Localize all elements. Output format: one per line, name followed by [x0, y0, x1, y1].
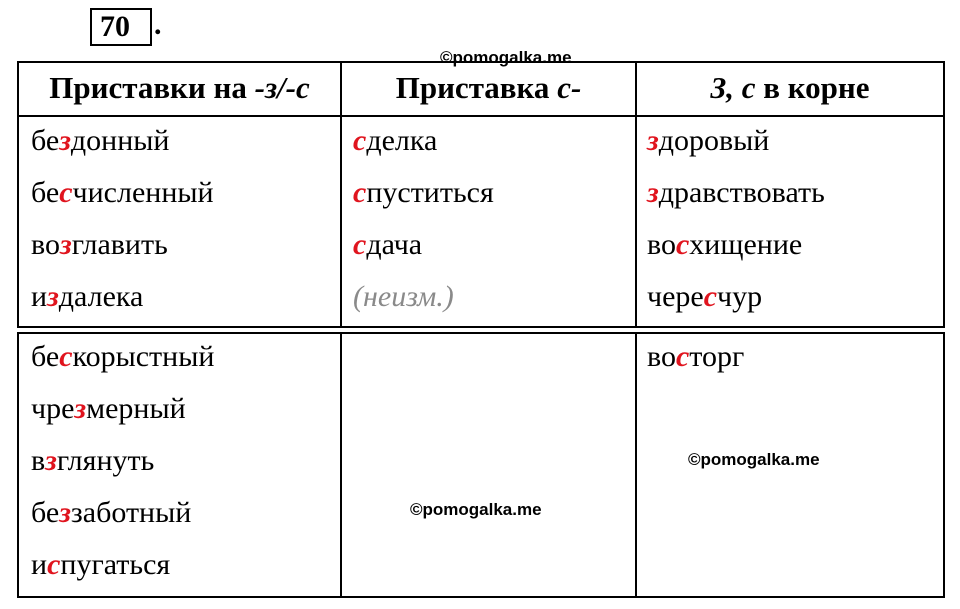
exercise-number: 70 [90, 8, 152, 46]
list-item: беззаботный [31, 496, 192, 529]
list-item: спуститься [353, 176, 494, 209]
header-prefix-s [342, 63, 635, 115]
list-item: чрезмерный [31, 392, 186, 425]
list-item: взглянуть [31, 444, 155, 477]
list-item: восхищение [647, 228, 803, 261]
list-item: восторг [647, 340, 745, 373]
header-z-s-in-root [637, 63, 943, 115]
table-top [17, 61, 945, 328]
unchangeable-note: (неизм.) [353, 280, 454, 313]
list-item: бесчисленный [31, 176, 214, 209]
watermark-top: ©pomogalka.me [440, 48, 572, 67]
watermark-right: ©pomogalka.me [688, 450, 820, 469]
header-col1-text: Приставки на [49, 70, 255, 105]
header-col2-text: Приставка [395, 70, 558, 105]
list-item: бескорыстный [31, 340, 215, 373]
list-item: сделка [353, 124, 438, 157]
header-col1-italic: -з/-с [254, 70, 310, 105]
list-item: здоровый [647, 124, 770, 157]
list-item: сдача [353, 228, 423, 261]
list-item: чересчур [647, 280, 763, 313]
list-item: издалека [31, 280, 144, 313]
top-col1-list [31, 115, 214, 323]
header-prefixes-z-s [19, 63, 340, 115]
header-col3-text: в корне [755, 70, 870, 105]
list-item: испугаться [31, 548, 171, 581]
top-col2-list [353, 115, 494, 323]
column-divider-1 [340, 334, 342, 596]
top-col3-list [647, 115, 825, 323]
bottom-col1-list [31, 331, 214, 591]
list-item: здравствовать [647, 176, 825, 209]
bottom-col3-list [647, 331, 744, 383]
header-col3-italic: З, с [710, 70, 756, 105]
list-item: возглавить [31, 228, 168, 261]
column-divider-2 [635, 334, 637, 596]
header-col2-italic: с- [557, 70, 582, 105]
watermark-center: ©pomogalka.me [410, 500, 542, 519]
list-item: бездонный [31, 124, 170, 157]
exercise-number-dot: . [154, 8, 162, 41]
